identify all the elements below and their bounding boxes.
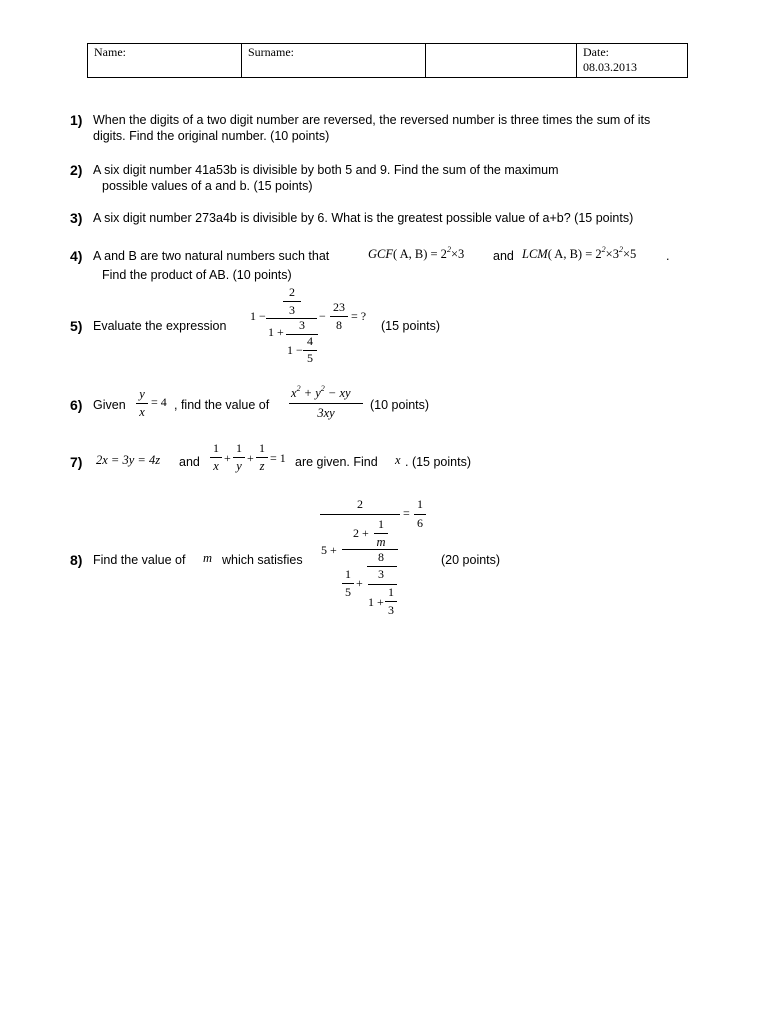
name-cell[interactable]	[88, 44, 242, 78]
q8-text: Find the value of	[93, 553, 186, 567]
date-cell	[577, 44, 688, 78]
q3-line1: A six digit number 273a4b is divisible by 6. What is the greatest possible value of a+b? (15 points)	[93, 211, 634, 225]
date-label: Date:	[583, 45, 609, 59]
q6-given: Given	[93, 398, 126, 412]
q2-line1: A six digit number 41a53b is divisible by both 5 and 9. Find the sum of the maximum	[93, 163, 559, 177]
q5-number: 5)	[70, 318, 83, 334]
q1-line1: When the digits of a two digit number are reversed, the reversed number is three times the sum of its	[93, 113, 651, 127]
q1-number: 1)	[70, 112, 83, 128]
surname-value-cell[interactable]	[426, 44, 577, 78]
q7-number: 7)	[70, 454, 83, 470]
q8-number: 8)	[70, 552, 83, 568]
q7-given: are given. Find	[295, 455, 378, 469]
q8-points: (20 points)	[441, 553, 501, 567]
q7-and: and	[179, 455, 200, 469]
q4-text: A and B are two natural numbers such that	[93, 249, 330, 263]
header-table	[87, 43, 688, 78]
q8-which: which satisfies	[222, 553, 303, 567]
surname-label: Surname:	[248, 45, 294, 59]
q6-find: , find the value of	[174, 398, 270, 412]
q1-line2: digits. Find the original number. (10 points)	[93, 129, 330, 143]
q2-line2: possible values of a and b. (15 points)	[102, 179, 313, 193]
q6-points: (10 points)	[370, 398, 430, 412]
q6-number: 6)	[70, 397, 83, 413]
q7-points: . (15 points)	[405, 455, 472, 469]
q3-number: 3)	[70, 210, 83, 226]
surname-cell[interactable]	[242, 44, 426, 78]
q4-line2: Find the product of AB. (10 points)	[102, 268, 292, 282]
q4-and: and	[493, 249, 514, 263]
q4-lcm-formula: LCM( A, $B) = 2^2\times 3^2\times 5$	[522, 245, 637, 261]
q4-dot: .	[666, 249, 670, 263]
q5-text: Evaluate the expression	[93, 319, 227, 333]
q5-points: (15 points)	[381, 319, 441, 333]
q4-gcf-formula: GCF( A, $B) = 2^2\times 3$	[368, 245, 465, 261]
q2-number: 2)	[70, 162, 83, 178]
q7-equation: 2x = 3y = 4z	[96, 453, 161, 467]
q7-find-var: x	[395, 453, 401, 467]
name-label: Name:	[94, 45, 126, 59]
date-value: 08.03.2013	[583, 60, 637, 74]
q8-var: m	[203, 551, 213, 565]
q4-number: 4)	[70, 248, 83, 264]
